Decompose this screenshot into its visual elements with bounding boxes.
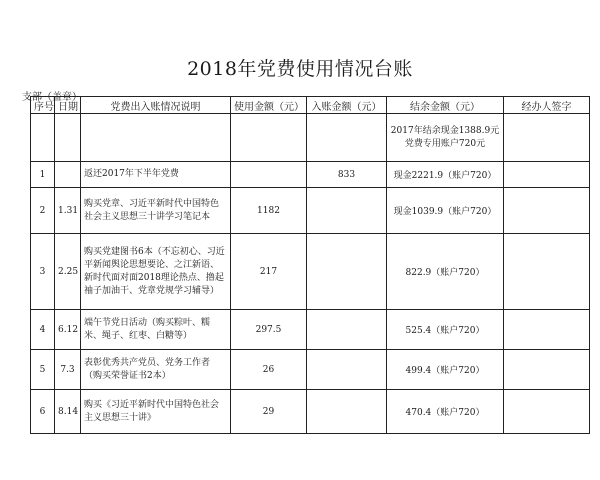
cell-sign (504, 350, 590, 390)
cell-sign (504, 234, 590, 310)
cell-desc: 购买党章、习近平新时代中国特色社会主义思想三十讲学习笔记本 (81, 188, 231, 234)
ledger-table (30, 96, 590, 434)
cell-use: 297.5 (231, 310, 307, 350)
cell-in: 833 (307, 162, 387, 188)
balance-line-2: 党费专用账户720元 (404, 138, 486, 149)
cell-balance (387, 114, 504, 162)
cell-in (307, 234, 387, 310)
cell-no: 4 (31, 310, 55, 350)
table-row (31, 234, 590, 310)
cell-sign (504, 390, 590, 434)
cell-desc: 端午节党日活动（购买粽叶、糯米、绳子、红枣、白糖等） (81, 310, 231, 350)
cell-no: 6 (31, 390, 55, 434)
cell-balance: 现金2221.9（账户720） (387, 162, 504, 188)
col-header-balance: 结余金额（元） (387, 97, 504, 114)
cell-balance: 525.4（账户720） (387, 310, 504, 350)
cell-sign (504, 162, 590, 188)
cell-date: 8.14 (55, 390, 81, 434)
cell-desc: 购买《习近平新时代中国特色社会主义思想三十讲》 (81, 390, 231, 434)
cell-use: 217 (231, 234, 307, 310)
table-row (31, 390, 590, 434)
cell-balance: 现金1039.9（账户720） (387, 188, 504, 234)
cell-sign (504, 310, 590, 350)
cell-no: 3 (31, 234, 55, 310)
cell-desc: 表彰优秀共产党员、党务工作者（购买荣誉证书2本） (81, 350, 231, 390)
col-header-date: 日期 (55, 97, 81, 114)
balance-line-1: 2017年结余现金1388.9元 (390, 125, 500, 136)
cell-in (307, 390, 387, 434)
cell-date: 2.25 (55, 234, 81, 310)
cell-date (55, 114, 81, 162)
cell-desc (81, 114, 231, 162)
cell-in (307, 188, 387, 234)
cell-desc: 返还2017年下半年党费 (81, 162, 231, 188)
cell-no: 5 (31, 350, 55, 390)
col-header-sign: 经办人签字 (504, 97, 590, 114)
header-row (31, 97, 590, 114)
cell-date (55, 162, 81, 188)
table-row (31, 162, 590, 188)
cell-desc: 购买党建图书6本（不忘初心、习近平新闻舆论思想要论、之江新语、新时代面对面2018理论热点、撸起袖子加油干、党章党规学习辅导） (81, 234, 231, 310)
table-row (31, 310, 590, 350)
cell-use (231, 114, 307, 162)
table-row (31, 350, 590, 390)
col-header-in: 入账金额（元） (307, 97, 387, 114)
col-header-desc: 党费出入账情况说明 (81, 97, 231, 114)
cell-use: 29 (231, 390, 307, 434)
cell-use (231, 162, 307, 188)
cell-sign (504, 188, 590, 234)
cell-date: 1.31 (55, 188, 81, 234)
document-title: 2018年党费使用情况台账 (187, 58, 413, 80)
cell-date: 7.3 (55, 350, 81, 390)
col-header-no: 序号 (31, 97, 55, 114)
cell-in (307, 350, 387, 390)
cell-balance: 470.4（账户720） (387, 390, 504, 434)
cell-balance: 822.9（账户720） (387, 234, 504, 310)
cell-date: 6.12 (55, 310, 81, 350)
table-row (31, 188, 590, 234)
cell-no: 2 (31, 188, 55, 234)
cell-no (31, 114, 55, 162)
cell-no: 1 (31, 162, 55, 188)
col-header-use: 使用金额（元） (231, 97, 307, 114)
cell-balance: 499.4（账户720） (387, 350, 504, 390)
table-row (31, 114, 590, 162)
unit-label: 支部（盖章） (22, 92, 82, 103)
cell-use: 1182 (231, 188, 307, 234)
cell-use: 26 (231, 350, 307, 390)
cell-in (307, 114, 387, 162)
cell-sign (504, 114, 590, 162)
cell-in (307, 310, 387, 350)
